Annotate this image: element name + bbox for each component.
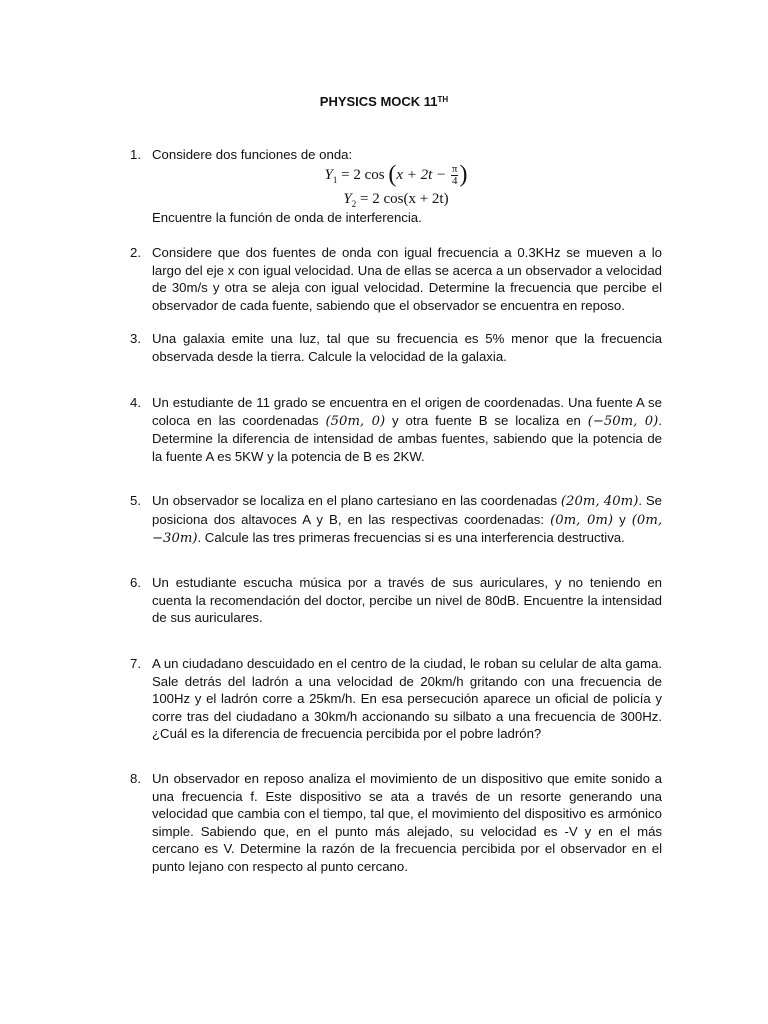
question-1-intro: Considere dos funciones de onda: (152, 147, 353, 162)
coordinate-a: (50m, 0) (325, 413, 386, 429)
page-title: PHYSICS MOCK 11TH (319, 94, 449, 109)
question-number: 7. (130, 656, 141, 671)
title-superscript: TH (437, 95, 449, 104)
question-number: 4. (130, 395, 141, 410)
equation-y1: $Y_1 = 2$ cos (x + 2t − $\frac{\pi}{4}$ ) (324, 161, 468, 188)
question-number: 3. (130, 331, 141, 346)
question-text: A un ciudadano descuidado en el centro de la ciudad, le roban su celular de alta gama. Sale detrás del ladrón a una velocidad de 20km/h gritando con una frecuencia de 100Hz y el ladrón corre a 25km/h. En esa persecución aparece un oficial de policía y corre tras del ciudadano a 30km/h accionando su silbato a una frecuencia de 300Hz. ¿Cuál es la diferencia de frecuencia percibida por el pobre ladrón? (152, 656, 662, 742)
question-number: 2. (130, 245, 141, 260)
fraction-pi-over-4: $\frac{\pi}{4}$ (451, 163, 458, 187)
question-text: Considere que dos fuentes de onda con igual frecuencia a 0.3KHz se mueven a lo largo del eje x con igual velocidad. Una de ellas se acerca a un observador a velocidad de 30m/s y otra se aleja con igual velocidad. Determine la frecuencia que percibe el observador de cada fuente, sabiendo que el observador se encuentra en reposo. (152, 245, 662, 313)
question-text: Una galaxia emite una luz, tal que su frecuencia es 5% menor que la frecuencia observada desde la tierra. Calcule la velocidad de la galaxia. (152, 331, 662, 364)
question-number: 6. (130, 575, 141, 590)
question-text: Un estudiante de 11 grado se encuentra en el origen de coordenadas. Una fuente A se coloca en las coordenadas (50m, 0) y otra fuente B se localiza en (−50m, 0). Determine la diferencia de intensidad de ambas fuentes, sabiendo que la potencia de la fuente A es 5KW y la potencia de B es 2KW. (152, 395, 662, 464)
question-number: 8. (130, 771, 141, 786)
equation-y2: $Y_2 = 2$ cos(x + 2t) (343, 191, 449, 209)
coordinate-b: (0m, −30m) (152, 512, 663, 547)
coordinate-a: (0m, 0m) (550, 512, 613, 528)
coordinate-b: (−50m, 0) (587, 413, 659, 429)
question-text: Un estudiante escucha música por a través de sus auriculares, y no teniendo en cuenta la recomendación del doctor, percibe un nivel de 80dB. Encuentre la intensidad de sus auriculares. (152, 575, 662, 626)
question-number: 5. (130, 493, 141, 508)
question-number: 1. (130, 147, 141, 162)
coordinate-observer: (20m, 40m) (560, 494, 639, 509)
question-1-outro: Encuentre la función de onda de interferencia. (152, 210, 422, 225)
question-text: Un observador se localiza en el plano cartesiano en las coordenadas (20m, 40m). Se posiciona dos altavoces A y B, en las respectivas coordenadas: (0m, 0m) y (0m, −30m). Calcule las tres primeras frecuencias si es una interferencia destructiva. (152, 493, 663, 547)
question-text: Un observador en reposo analiza el movimiento de un dispositivo que emite sonido a una frecuencia f. Este dispositivo se ata a través de un resorte generando una velocidad que cambia con el tiempo, tal que, el movimiento del dispositivo es armónico simple. Sabiendo que, en el punto más alejado, su velocidad es -V y en el más cercano es V. Determine la razón de la frecuencia percibida por el observador en el punto lejano con respecto al punto cercano. (152, 771, 662, 874)
